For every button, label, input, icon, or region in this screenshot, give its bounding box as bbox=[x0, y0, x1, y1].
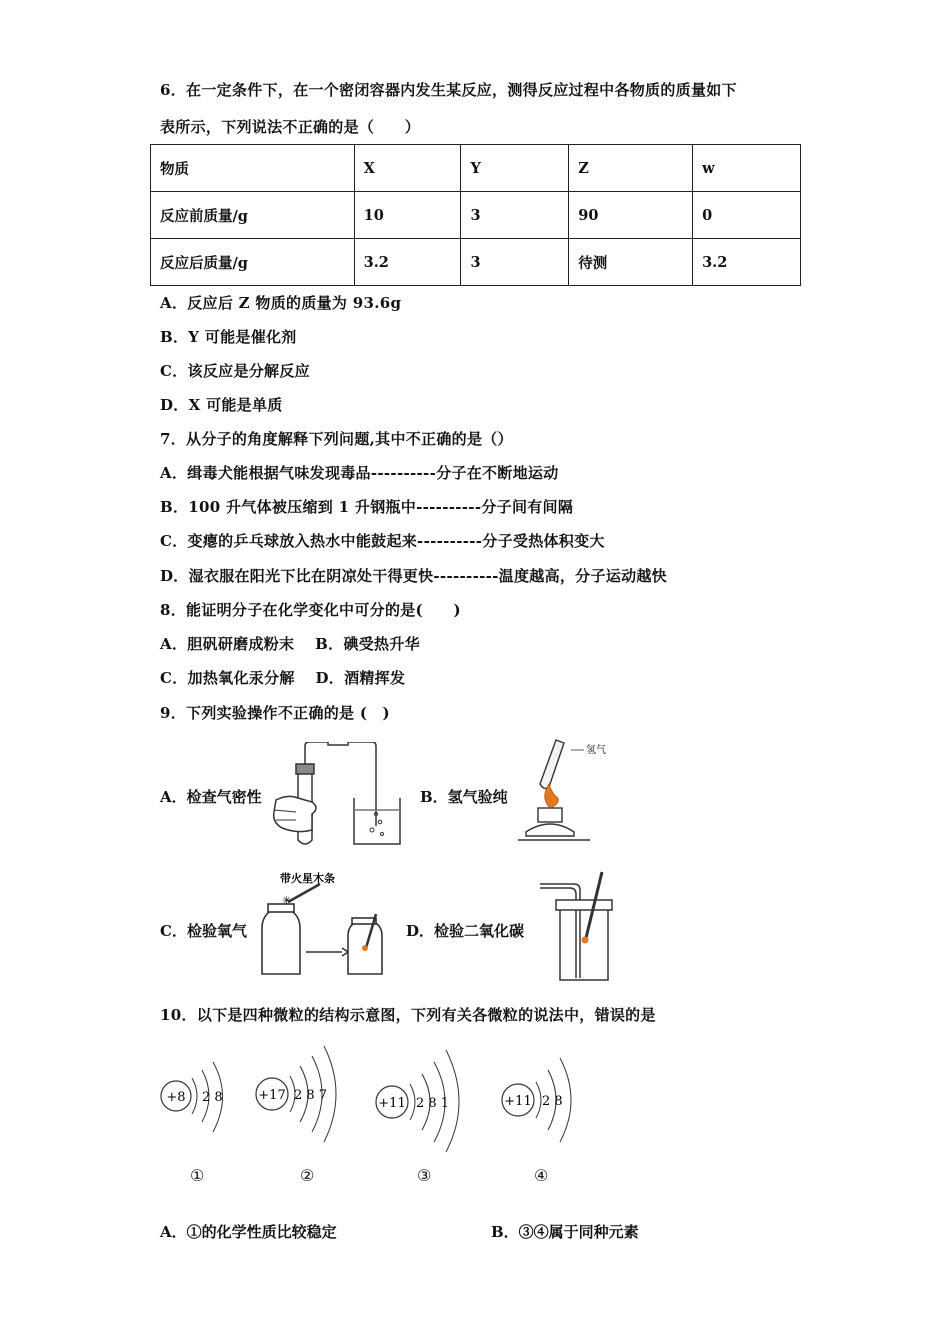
airtightness-figure bbox=[268, 742, 408, 850]
table-cell: 90 bbox=[569, 192, 693, 239]
table-cell: 3 bbox=[461, 192, 569, 239]
q10-stem: 10．以下是四种微粒的结构示意图，下列有关各微粒的说法中，错误的是 bbox=[160, 1006, 656, 1024]
table-cell: X bbox=[354, 145, 461, 192]
electron-shells: 2 8 7 bbox=[294, 1088, 328, 1103]
q6-option-d: D．X 可能是单质 bbox=[160, 396, 283, 414]
q9-option-b: B．氢气验纯 bbox=[420, 788, 508, 806]
mass-table bbox=[150, 144, 801, 286]
q10-option-b: B．③④属于同种元素 bbox=[491, 1223, 639, 1241]
electron-shells: 2 8 bbox=[202, 1090, 223, 1105]
atom-number-4: ④ bbox=[534, 1166, 549, 1185]
table-row bbox=[151, 192, 801, 239]
table-cell: 3 bbox=[461, 239, 569, 286]
q10-option-a: A．①的化学性质比较稳定 bbox=[160, 1223, 337, 1241]
q7-stem: 7．从分子的角度解释下列问题,其中不正确的是（） bbox=[160, 430, 513, 448]
electron-shells: 2 8 bbox=[542, 1094, 563, 1109]
atom-diagram-4 bbox=[496, 1052, 586, 1148]
table-cell: w bbox=[693, 145, 801, 192]
q6-option-b: B．Y 可能是催化剂 bbox=[160, 328, 297, 346]
glowing-splint-label: 带火星木条 bbox=[280, 872, 335, 885]
table-cell: 0 bbox=[693, 192, 801, 239]
q8-stem: 8．能证明分子在化学变化中可分的是( ) bbox=[160, 601, 461, 619]
q6-stem-line2: 表所示，下列说法不正确的是（ ） bbox=[160, 118, 421, 136]
flame-icon bbox=[362, 945, 368, 951]
q6-stem-line1: 6．在一定条件下，在一个密闭容器内发生某反应，测得反应过程中各物质的质量如下 bbox=[160, 81, 737, 99]
atom-diagram-1 bbox=[158, 1052, 238, 1144]
atom-number-2: ② bbox=[300, 1166, 315, 1185]
q6-option-c: C．该反应是分解反应 bbox=[160, 362, 310, 380]
atom-number-1: ① bbox=[190, 1166, 205, 1185]
table-cell: 待测 bbox=[569, 239, 693, 286]
table-cell: 反应前质量/g bbox=[151, 192, 355, 239]
table-cell: 10 bbox=[354, 192, 461, 239]
co2-test-figure bbox=[540, 868, 620, 986]
q7-option-a: A．缉毒犬能根据气味发现毒品----------分子在不断地运动 bbox=[160, 464, 559, 482]
q9-option-c: C．检验氧气 bbox=[160, 922, 247, 940]
spark-icon: ✳ bbox=[282, 894, 292, 907]
q8-options-ab: A．胆矾研磨成粉末 B．碘受热升华 bbox=[160, 635, 420, 653]
table-cell: 3.2 bbox=[693, 239, 801, 286]
hydrogen-label: 氢气 bbox=[586, 745, 606, 756]
hydrogen-purity-figure bbox=[516, 736, 606, 848]
q7-option-b: B．100 升气体被压缩到 1 升钢瓶中----------分子间有间隔 bbox=[160, 498, 574, 516]
atom-number-3: ③ bbox=[417, 1166, 432, 1185]
q7-option-c: C．变瘪的乒乓球放入热水中能鼓起来----------分子受热体积变大 bbox=[160, 532, 605, 550]
q6-option-a: A．反应后 Z 物质的质量为 93.6g bbox=[160, 294, 402, 312]
q7-option-d: D．湿衣服在阳光下比在阴凉处干得更快----------温度越高，分子运动越快 bbox=[160, 567, 667, 585]
table-cell: Z bbox=[569, 145, 693, 192]
atom-diagram-2 bbox=[254, 1040, 354, 1148]
table-row bbox=[151, 239, 801, 286]
table-cell: 反应后质量/g bbox=[151, 239, 355, 286]
table-header-row bbox=[151, 145, 801, 192]
table-cell: 3.2 bbox=[354, 239, 461, 286]
q8-options-cd: C．加热氧化汞分解 D．酒精挥发 bbox=[160, 669, 406, 687]
nucleus-charge: +11 bbox=[504, 1094, 532, 1109]
q9-stem: 9．下列实验操作不正确的是 ( ) bbox=[160, 704, 390, 722]
electron-shells: 2 8 1 bbox=[416, 1096, 450, 1111]
oxygen-test-figure bbox=[258, 868, 398, 980]
q9-option-d: D．检验二氧化碳 bbox=[406, 922, 525, 940]
nucleus-charge: +17 bbox=[258, 1088, 286, 1103]
table-cell: 物质 bbox=[151, 145, 355, 192]
nucleus-charge: +11 bbox=[378, 1096, 406, 1111]
nucleus-charge: +8 bbox=[166, 1090, 186, 1105]
q9-option-a: A．检查气密性 bbox=[160, 788, 262, 806]
atom-diagram-3 bbox=[372, 1044, 472, 1152]
table-cell: Y bbox=[461, 145, 569, 192]
flame-icon bbox=[582, 937, 589, 944]
